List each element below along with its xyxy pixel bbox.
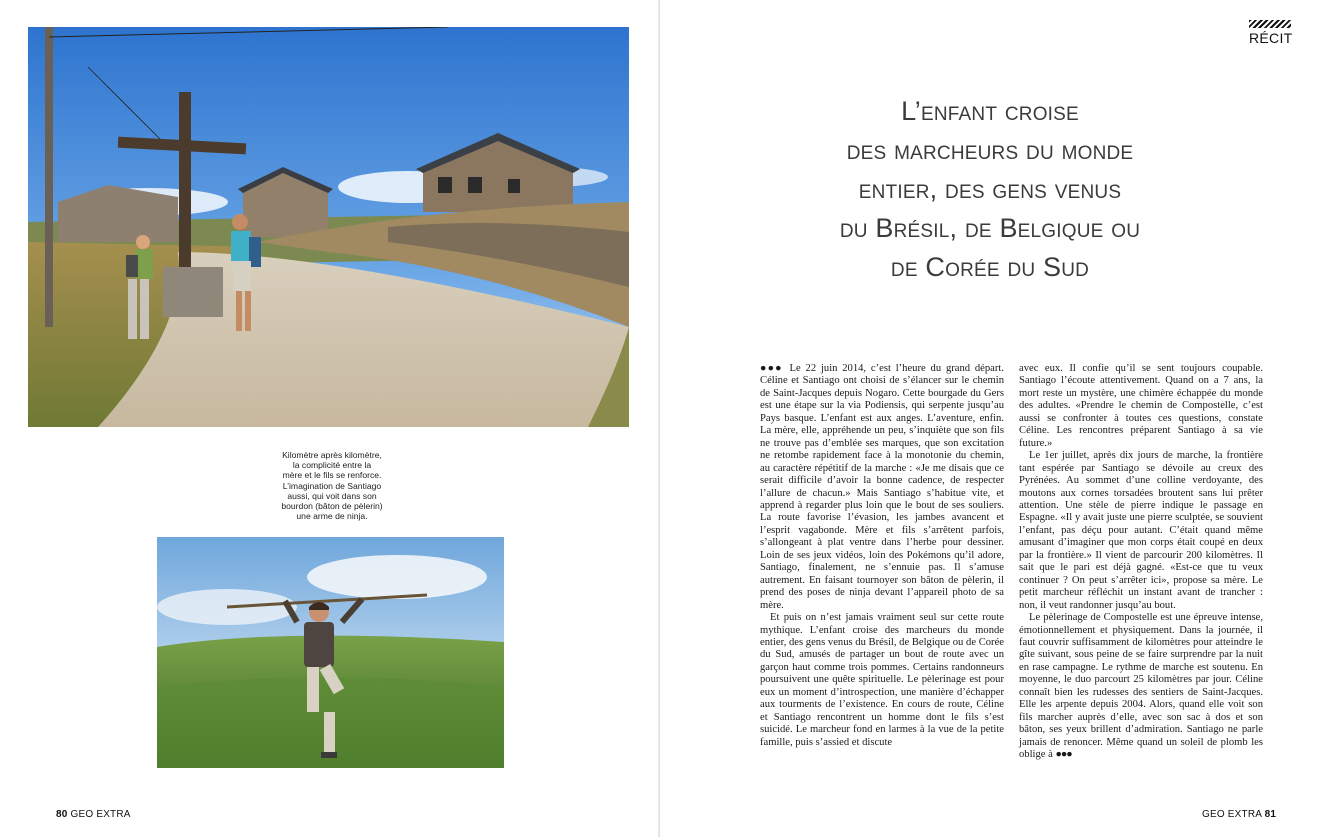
article-column-2	[1019, 363, 1263, 762]
pull-quote-line: L’enfant croise	[901, 96, 1079, 126]
photo-road-cross	[28, 27, 629, 427]
caption-line: L’imagination de Santiago	[282, 480, 382, 491]
pull-quote-line: du Brésil, de Belgique ou	[839, 213, 1141, 243]
photo-caption	[268, 450, 396, 521]
paragraph-text: Le 22 juin 2014, c’est l’heure du grand départ. Céline et Santiago ont choisi de s’élancer sur le chemin de Saint-Jacques depuis Nogaro. Cette bourgade du Gers est une étape sur la via Podiensis, qui serpente jusqu’au Pays basque. L’enfant est aux anges. L’aventure, enfin. La mère, elle, appréhende un peu, s’inquiète que son fils ne trouve pas d’emblée ses marques, que son excitation ne retombe rapidement face à la monotonie du chemin, au caractère répétitif de la marche : «Je me disais que ce serait difficile d’avoir la bonne cadence, de respecter l’allure de chacun.» Mais Santiago s’habitue vite, et apprend à regarder plus loin que le bout de ses souliers. La route favorise l’évasion, les jambes avancent et l’esprit vagabonde. Mère et fils s’arrêtent parfois, s’allongeant à plat ventre dans l’herbe pour dessiner. Loin de ses jeux vidéos, loin des Pokémons qu’il adore, Santiago, finalement, ne s’ennuie pas. Il s’amuse autrement. En faisant tournoyer son bâton de pèlerin, il prend des poses de ninja devant l’appareil photo de sa mère.	[760, 363, 1004, 611]
hatch-decoration	[1249, 20, 1291, 28]
photo-boy-stick-image	[157, 537, 504, 768]
photo-boy-stick	[157, 537, 504, 768]
article-paragraph	[1019, 612, 1263, 761]
article-column-1	[760, 363, 1004, 749]
article-paragraph: Le 1er juillet, après dix jours de marche, la frontière tant espérée par Santiago se dévoile au creux des Pyrénées. Au sommet d’une colline verdoyante, des moutons aux cornes torsadées broutent sans lui prêter attention. Une stèle de pierre indique le passage en Espagne. «Il y avait juste une pierre sculptée, se souvient l’enfant, pas déçu pour autant. C’était quand même amusant d’imaginer que mon corps était coupé en deux par la frontière.» Il vient de parcourir 200 kilomètres. Il sait que le pari est déjà gagné. «Est-ce que tu veux continuer ? On peut s’arrêter ici», propose sa mère. Le petit marcheur réfléchit un instant avant de trancher : non, il veut randonner jusqu’au bout.	[1019, 450, 1263, 611]
caption-line: aussi, qui voit dans son	[287, 490, 377, 501]
magazine-name: GEO EXTRA	[1202, 809, 1262, 820]
folio-right	[1202, 809, 1276, 820]
caption-line: la complicité entre la	[292, 460, 372, 471]
section-tag	[1249, 20, 1291, 48]
article-paragraph	[760, 363, 1004, 612]
left-page	[0, 0, 659, 837]
caption-line: bourdon (bâton de pèlerin)	[281, 501, 383, 512]
pull-quote	[800, 92, 1180, 287]
section-label: RÉCIT	[1249, 30, 1293, 46]
page-number: 81	[1264, 809, 1277, 820]
end-marker: ●●●	[1055, 749, 1072, 761]
photo-road-cross-image	[28, 27, 629, 427]
caption-line: mère et le fils se renforce.	[282, 470, 382, 481]
caption-line: Kilomètre après kilomètre,	[282, 450, 382, 460]
caption-line: une arme de ninja.	[296, 511, 368, 522]
pull-quote-line: de Corée du Sud	[890, 252, 1090, 282]
pull-quote-line: des marcheurs du monde	[846, 135, 1134, 165]
page-number: 80	[56, 809, 68, 820]
article-paragraph: avec eux. Il confie qu’il se sent toujours coupable. Santiago l’écoute attentivement. Quand on a 7 ans, la mort reste un mystère, une chimère échappée du monde des adultes. «Prendre le chemin de Compostelle, c’est aussi se confronter à toutes ces questions, constate Céline. Les rencontres préparent Santiago à sa vie future.»	[1019, 363, 1263, 449]
lead-marker: ●●●	[760, 363, 783, 374]
magazine-name: GEO EXTRA	[70, 809, 131, 820]
paragraph-text: Le pèlerinage de Compostelle est une épreuve intense, émotionnellement et physiquement. Dans la journée, il faut couvrir suffisamment de kilomètres pour atteindre le gîte suivant, sous peine de se faire surprendre par la nuit en rase campagne. Le rythme de marche est soutenu. En moyenne, le duo parcourt 25 kilomètres par jour. Céline connaît bien les rudesses des sentiers de Saint-Jacques. Elle les arpente depuis 2004. Alors, quand elle voit son fils marcher auprès d’elle, avec son sac à dos et son bâton, ses yeux brillent d’admiration. Santiago ne parle jamais de renoncer. Même quand un soleil de plomb les oblige à	[1019, 612, 1263, 761]
pull-quote-line: entier, des gens venus	[858, 174, 1122, 204]
article-paragraph: Et puis on n’est jamais vraiment seul sur cette route mythique. L’enfant croise des marcheurs du monde entier, des gens venus du Brésil, de Belgique ou de Corée du Sud, amusés de partager un bout de route avec un garçon haut comme trois pommes. Certains randonneurs poursuivent une quête spirituelle. Le pèlerinage est pour eux un moment d’introspection, une manière d’échapper aux tourments de l’existence. En cours de route, Céline et Santiago rencontrent un homme dont le fils s’est suicidé. Le marcheur fond en larmes à la vue de la petite famille, puis s’assied et discute	[760, 612, 1004, 748]
folio-left	[56, 809, 131, 820]
